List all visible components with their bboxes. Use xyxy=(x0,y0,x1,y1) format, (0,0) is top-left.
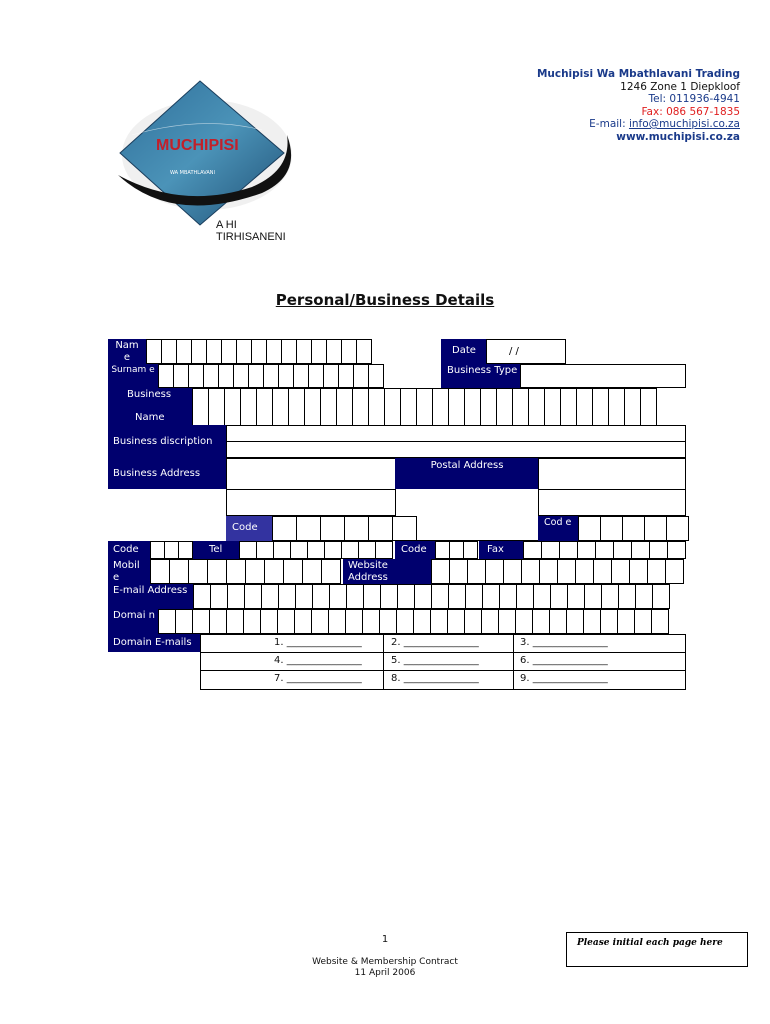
domain-char-box[interactable] xyxy=(345,609,363,634)
business-name-char-box[interactable] xyxy=(544,388,561,426)
business-name-char-box[interactable] xyxy=(640,388,657,426)
business-name-char-box[interactable] xyxy=(352,388,369,426)
domain-char-box[interactable] xyxy=(634,609,652,634)
name-char-box[interactable] xyxy=(326,339,342,364)
fax-code-char-box[interactable] xyxy=(435,541,450,559)
domain-emails-divider-2 xyxy=(200,670,686,671)
email-char-box[interactable] xyxy=(652,584,670,609)
company-tel: Tel: 011936-4941 xyxy=(648,93,740,105)
domain-char-box[interactable] xyxy=(158,609,176,634)
surname-char-box[interactable] xyxy=(188,364,204,388)
website-char-box[interactable] xyxy=(449,559,468,584)
name-char-box[interactable] xyxy=(311,339,327,364)
website-char-box[interactable] xyxy=(557,559,576,584)
fax-char-box[interactable] xyxy=(577,541,596,559)
email-char-box[interactable] xyxy=(431,584,449,609)
name-char-box[interactable] xyxy=(296,339,312,364)
domain-label xyxy=(108,609,158,634)
tel-code-label xyxy=(108,541,150,559)
email-char-box[interactable] xyxy=(329,584,347,609)
business-name-char-box[interactable] xyxy=(576,388,593,426)
website-address-label-text: Website Address xyxy=(348,560,388,583)
domain-char-box[interactable] xyxy=(175,609,193,634)
tel-label-text: Tel xyxy=(209,544,223,555)
postal-code-char-box[interactable] xyxy=(622,516,645,541)
initial-note: Please initial each page here xyxy=(577,938,723,948)
business-name-char-box[interactable] xyxy=(624,388,641,426)
mobile-char-box[interactable] xyxy=(169,559,189,584)
mobile-char-box[interactable] xyxy=(264,559,284,584)
email-char-box[interactable] xyxy=(465,584,483,609)
domain-char-box[interactable] xyxy=(515,609,533,634)
name-char-box[interactable] xyxy=(281,339,297,364)
email-char-box[interactable] xyxy=(482,584,500,609)
surname-char-box[interactable] xyxy=(323,364,339,388)
name-label-text: Nam e xyxy=(115,340,139,363)
website-char-box[interactable] xyxy=(467,559,486,584)
domain-char-box[interactable] xyxy=(362,609,380,634)
domain-char-box[interactable] xyxy=(379,609,397,634)
surname-char-box[interactable] xyxy=(368,364,384,388)
surname-char-box[interactable] xyxy=(248,364,264,388)
business-name-char-box[interactable] xyxy=(448,388,465,426)
fax-code-label-text: Code xyxy=(401,544,427,555)
domain-char-box[interactable] xyxy=(413,609,431,634)
domain-char-box[interactable] xyxy=(481,609,499,634)
company-logo xyxy=(112,75,297,243)
mobile-char-box[interactable] xyxy=(245,559,265,584)
fax-char-box[interactable] xyxy=(559,541,578,559)
company-website[interactable]: www.muchipisi.co.za xyxy=(616,130,740,143)
surname-char-box[interactable] xyxy=(278,364,294,388)
mobile-char-box[interactable] xyxy=(207,559,227,584)
website-address-label xyxy=(343,559,431,584)
business-label-text: Business xyxy=(127,389,172,400)
domain-email-5[interactable]: 5. _______________ xyxy=(391,655,479,666)
mobile-label xyxy=(108,559,150,584)
business-address-line-1[interactable] xyxy=(226,458,396,490)
tel-char-box[interactable] xyxy=(324,541,342,559)
business-name-char-box[interactable] xyxy=(432,388,449,426)
business-name-char-box[interactable] xyxy=(304,388,321,426)
website-char-box[interactable] xyxy=(503,559,522,584)
domain-char-box[interactable] xyxy=(192,609,210,634)
name-char-box[interactable] xyxy=(191,339,207,364)
name-label xyxy=(108,339,146,364)
name-char-box[interactable] xyxy=(146,339,162,364)
date-field[interactable] xyxy=(486,339,566,364)
business-address-label xyxy=(108,458,226,489)
domain-email-9[interactable]: 9. _______________ xyxy=(520,673,608,684)
fax-char-box[interactable] xyxy=(595,541,614,559)
email-char-box[interactable] xyxy=(193,584,211,609)
domain-char-box[interactable] xyxy=(277,609,295,634)
postal-code-char-box[interactable] xyxy=(666,516,689,541)
email-char-box[interactable] xyxy=(210,584,228,609)
date-label-text: Date xyxy=(452,345,476,356)
surname-char-box[interactable] xyxy=(158,364,174,388)
postal-address-line-3[interactable] xyxy=(538,489,686,516)
website-char-box[interactable] xyxy=(629,559,648,584)
date-value: / / xyxy=(509,346,519,357)
email-char-box[interactable] xyxy=(499,584,517,609)
name-char-box[interactable] xyxy=(341,339,357,364)
domain-emails-col-1 xyxy=(383,634,384,690)
business-name-char-box[interactable] xyxy=(528,388,545,426)
footer-doc-date: 11 April 2006 xyxy=(354,968,416,978)
domain-char-box[interactable] xyxy=(532,609,550,634)
business-code-char-box[interactable] xyxy=(344,516,369,541)
name-char-box[interactable] xyxy=(236,339,252,364)
fax-char-box[interactable] xyxy=(613,541,632,559)
business-address-line-2[interactable] xyxy=(226,489,396,516)
domain-char-box[interactable] xyxy=(617,609,635,634)
domain-char-box[interactable] xyxy=(226,609,244,634)
business-name-char-box[interactable] xyxy=(272,388,289,426)
domain-char-box[interactable] xyxy=(430,609,448,634)
business-name-char-box[interactable] xyxy=(224,388,241,426)
email-address-label xyxy=(108,584,193,609)
tel-code-char-box[interactable] xyxy=(150,541,165,559)
surname-char-box[interactable] xyxy=(203,364,219,388)
surname-char-box[interactable] xyxy=(218,364,234,388)
postal-code-char-box[interactable] xyxy=(644,516,667,541)
business-name-char-box[interactable] xyxy=(288,388,305,426)
surname-char-box[interactable] xyxy=(233,364,249,388)
domain-char-box[interactable] xyxy=(260,609,278,634)
tel-char-box[interactable] xyxy=(290,541,308,559)
fax-char-box[interactable] xyxy=(523,541,542,559)
domain-emails-label xyxy=(108,634,201,652)
domain-email-1[interactable]: 1. _______________ xyxy=(274,637,362,648)
business-code-char-box[interactable] xyxy=(296,516,321,541)
email-char-box[interactable] xyxy=(635,584,653,609)
business-name-char-box[interactable] xyxy=(608,388,625,426)
business-name-char-box[interactable] xyxy=(368,388,385,426)
business-name-char-box[interactable] xyxy=(336,388,353,426)
website-char-box[interactable] xyxy=(485,559,504,584)
website-char-box[interactable] xyxy=(647,559,666,584)
postal-code-label xyxy=(538,516,578,541)
fax-char-box[interactable] xyxy=(541,541,560,559)
logo-brand-text: MUCHIPISI xyxy=(156,137,239,154)
domain-email-8[interactable]: 8. _______________ xyxy=(391,673,479,684)
fax-code-label xyxy=(395,541,435,559)
email-label: E-mail: xyxy=(589,118,629,130)
business-code-char-box[interactable] xyxy=(392,516,417,541)
domain-char-box[interactable] xyxy=(396,609,414,634)
domain-email-3[interactable]: 3. _______________ xyxy=(520,637,608,648)
email-char-box[interactable] xyxy=(244,584,262,609)
business-code-label-text: Code xyxy=(232,522,258,533)
email-char-box[interactable] xyxy=(380,584,398,609)
tel-char-box[interactable] xyxy=(375,541,393,559)
tel-code-char-box[interactable] xyxy=(164,541,179,559)
domain-char-box[interactable] xyxy=(243,609,261,634)
company-fax: Fax: 086 567-1835 xyxy=(641,105,740,118)
business-name-char-box[interactable] xyxy=(512,388,529,426)
postal-address-line-1[interactable] xyxy=(538,458,686,490)
domain-char-box[interactable] xyxy=(600,609,618,634)
mobile-label-text: Mobil e xyxy=(113,560,140,583)
website-char-box[interactable] xyxy=(575,559,594,584)
email-char-box[interactable] xyxy=(618,584,636,609)
email-char-box[interactable] xyxy=(346,584,364,609)
business-name-label-text: Name xyxy=(135,412,165,423)
business-code-char-box[interactable] xyxy=(320,516,345,541)
tel-code-label-text: Code xyxy=(113,544,139,555)
business-name-char-box[interactable] xyxy=(384,388,401,426)
domain-emails-col-2 xyxy=(513,634,514,690)
business-code-char-box[interactable] xyxy=(272,516,297,541)
domain-char-box[interactable] xyxy=(651,609,669,634)
business-name-char-box[interactable] xyxy=(256,388,273,426)
business-type-label xyxy=(441,364,521,388)
surname-char-box[interactable] xyxy=(173,364,189,388)
email-char-box[interactable] xyxy=(295,584,313,609)
business-name-char-box[interactable] xyxy=(560,388,577,426)
company-address: 1246 Zone 1 Diepkloof xyxy=(620,80,740,93)
domain-label-text: Domai n xyxy=(113,610,155,621)
business-name-char-box[interactable] xyxy=(496,388,513,426)
website-char-box[interactable] xyxy=(431,559,450,584)
surname-char-box[interactable] xyxy=(353,364,369,388)
business-description-label xyxy=(108,425,226,458)
surname-label xyxy=(108,364,158,388)
fax-char-box[interactable] xyxy=(667,541,686,559)
website-char-box[interactable] xyxy=(593,559,612,584)
tel-char-box[interactable] xyxy=(307,541,325,559)
surname-char-box[interactable] xyxy=(263,364,279,388)
fax-code-char-box[interactable] xyxy=(449,541,464,559)
business-name-char-box[interactable] xyxy=(464,388,481,426)
domain-char-box[interactable] xyxy=(583,609,601,634)
business-description-field-2[interactable] xyxy=(226,441,686,458)
email-char-box[interactable] xyxy=(601,584,619,609)
name-char-box[interactable] xyxy=(221,339,237,364)
mobile-char-box[interactable] xyxy=(226,559,246,584)
footer-doc-title: Website & Membership Contract xyxy=(312,957,458,967)
email-char-box[interactable] xyxy=(584,584,602,609)
tel-char-box[interactable] xyxy=(273,541,291,559)
name-char-box[interactable] xyxy=(266,339,282,364)
postal-address-label xyxy=(395,458,539,489)
logo-sub-text: WA MBATHLAVANI xyxy=(170,170,216,176)
postal-code-char-box[interactable] xyxy=(578,516,601,541)
business-name-char-box[interactable] xyxy=(592,388,609,426)
email-link[interactable]: info@muchipisi.co.za xyxy=(628,118,740,130)
mobile-char-box[interactable] xyxy=(321,559,341,584)
fax-code-char-box[interactable] xyxy=(463,541,478,559)
domain-email-7[interactable]: 7. _______________ xyxy=(274,673,362,684)
name-char-box[interactable] xyxy=(176,339,192,364)
email-char-box[interactable] xyxy=(567,584,585,609)
email-char-box[interactable] xyxy=(312,584,330,609)
postal-code-char-box[interactable] xyxy=(600,516,623,541)
email-char-box[interactable] xyxy=(516,584,534,609)
business-type-label-text: Business Type xyxy=(447,365,518,376)
date-label xyxy=(441,339,487,364)
website-char-box[interactable] xyxy=(539,559,558,584)
tel-char-box[interactable] xyxy=(239,541,257,559)
name-char-box[interactable] xyxy=(161,339,177,364)
email-char-box[interactable] xyxy=(397,584,415,609)
mobile-char-box[interactable] xyxy=(188,559,208,584)
mobile-char-box[interactable] xyxy=(283,559,303,584)
fax-char-box[interactable] xyxy=(649,541,668,559)
domain-char-box[interactable] xyxy=(549,609,567,634)
tel-char-box[interactable] xyxy=(256,541,274,559)
business-name-char-box[interactable] xyxy=(192,388,209,426)
name-char-box[interactable] xyxy=(356,339,372,364)
form-title: Personal/Business Details xyxy=(275,291,495,309)
business-address-label-text: Business Address xyxy=(113,468,201,479)
fax-label xyxy=(479,541,523,559)
domain-emails-divider-1 xyxy=(200,652,686,653)
domain-char-box[interactable] xyxy=(498,609,516,634)
tel-char-box[interactable] xyxy=(358,541,376,559)
business-description-label-text: Business discription xyxy=(113,436,213,447)
domain-char-box[interactable] xyxy=(209,609,227,634)
business-name-label xyxy=(108,388,192,425)
mobile-char-box[interactable] xyxy=(150,559,170,584)
email-char-box[interactable] xyxy=(448,584,466,609)
business-description-field[interactable] xyxy=(226,425,686,442)
business-code-char-box[interactable] xyxy=(368,516,393,541)
domain-char-box[interactable] xyxy=(328,609,346,634)
domain-email-4[interactable]: 4. _______________ xyxy=(274,655,362,666)
surname-char-box[interactable] xyxy=(338,364,354,388)
domain-char-box[interactable] xyxy=(566,609,584,634)
email-char-box[interactable] xyxy=(550,584,568,609)
fax-char-box[interactable] xyxy=(631,541,650,559)
surname-label-text: Surnam e xyxy=(111,365,155,375)
email-char-box[interactable] xyxy=(261,584,279,609)
email-char-box[interactable] xyxy=(533,584,551,609)
domain-email-2[interactable]: 2. _______________ xyxy=(391,637,479,648)
domain-char-box[interactable] xyxy=(447,609,465,634)
business-name-char-box[interactable] xyxy=(480,388,497,426)
company-email-line xyxy=(537,118,740,131)
business-name-char-box[interactable] xyxy=(208,388,225,426)
email-char-box[interactable] xyxy=(278,584,296,609)
website-char-box[interactable] xyxy=(611,559,630,584)
email-char-box[interactable] xyxy=(414,584,432,609)
tel-code-char-box[interactable] xyxy=(178,541,193,559)
domain-emails-label-text: Domain E-mails xyxy=(113,637,192,648)
surname-char-box[interactable] xyxy=(308,364,324,388)
logo-tagline: A HI TIRHISANENI xyxy=(216,219,286,243)
business-name-char-box[interactable] xyxy=(400,388,417,426)
page-number: 1 xyxy=(381,934,389,945)
postal-code-label-text: Cod e xyxy=(544,517,572,528)
logo-graphic xyxy=(112,75,297,235)
website-char-box[interactable] xyxy=(665,559,684,584)
domain-char-box[interactable] xyxy=(311,609,329,634)
business-name-char-box[interactable] xyxy=(320,388,337,426)
initial-box[interactable] xyxy=(566,932,748,967)
domain-char-box[interactable] xyxy=(464,609,482,634)
email-address-label-text: E-mail Address xyxy=(113,585,188,596)
name-char-box[interactable] xyxy=(251,339,267,364)
website-char-box[interactable] xyxy=(521,559,540,584)
email-char-box[interactable] xyxy=(363,584,381,609)
company-contact-block xyxy=(537,68,740,143)
tel-label xyxy=(193,541,239,559)
domain-email-6[interactable]: 6. _______________ xyxy=(520,655,608,666)
mobile-char-box[interactable] xyxy=(302,559,322,584)
business-name-char-box[interactable] xyxy=(416,388,433,426)
fax-label-text: Fax xyxy=(487,544,504,555)
email-char-box[interactable] xyxy=(227,584,245,609)
business-name-char-box[interactable] xyxy=(240,388,257,426)
domain-char-box[interactable] xyxy=(294,609,312,634)
tel-char-box[interactable] xyxy=(341,541,359,559)
business-type-field[interactable] xyxy=(520,364,686,388)
surname-char-box[interactable] xyxy=(293,364,309,388)
postal-address-label-text: Postal Address xyxy=(430,460,504,471)
company-name: Muchipisi Wa Mbathlavani Trading xyxy=(536,68,740,80)
name-char-box[interactable] xyxy=(206,339,222,364)
business-code-label xyxy=(226,516,272,541)
